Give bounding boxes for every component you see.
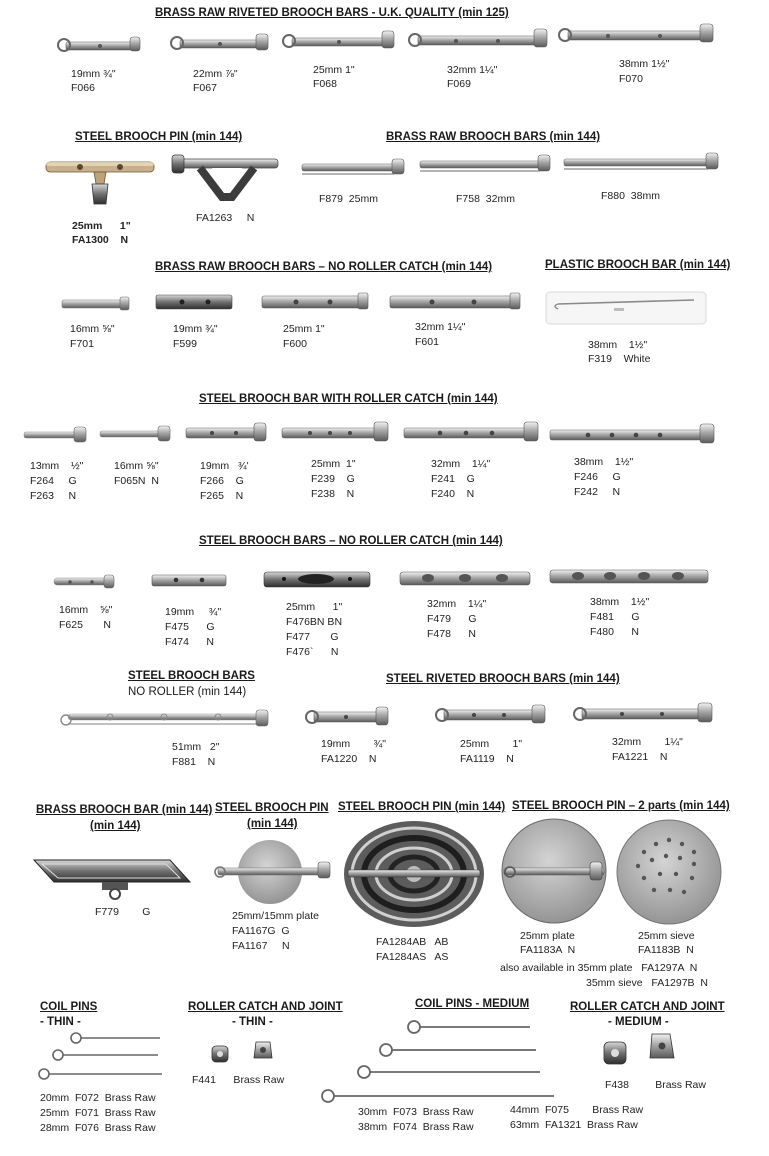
item-size: 38mm 1½" [590,596,650,608]
section-title-roller-medium: ROLLER CATCH AND JOINT [570,1001,725,1013]
brooch-bar-image [154,292,236,314]
item-code-as: FA1284AS AS [376,951,449,963]
item-code: F601 [415,336,439,348]
item-code-n: F242 N [574,486,621,498]
brooch-bar-image [20,424,90,446]
item-code-g: F239 G [311,473,355,485]
item-code: F068 [313,78,337,90]
item-code-g: F477 G [286,631,339,643]
item-size: 19mm ¾" [321,738,386,750]
brooch-bar-image [280,28,398,54]
brooch-bar-image [406,26,550,54]
item-code: F600 [283,338,307,350]
item-size: 13mm ½" [30,460,84,472]
item-size: 16mm ⅝" [114,460,159,472]
item-code: F067 [193,82,217,94]
item-code-n: FA1183A N [520,944,576,956]
item-code-n: FA1119 N [460,753,514,765]
section-title-brass-raw-bars: BRASS RAW BROOCH BARS (min 144) [386,131,601,143]
item-code: F066 [71,82,95,94]
item-code-bn: F476BN BN [286,616,343,628]
item-code-g: F479 G [427,613,477,625]
section-title-steel-roller: STEEL BROOCH BAR WITH ROLLER CATCH (min 144) [199,393,498,405]
brooch-bar-image [184,421,270,445]
brooch-pin-pendant-image [40,156,160,214]
brooch-bar-image [572,700,716,728]
brooch-bar-image [548,422,720,448]
item-code-n: FA1220 N [321,753,377,765]
item-code-n: FA1183B N [638,944,694,956]
item-code-n: F474 N [165,636,215,648]
item-code-n: F881 N [172,756,216,768]
coil-pins-medium-image [318,1018,558,1102]
coil-pin-line: 25mm F071 Brass Raw [40,1107,156,1119]
item-code: F070 [619,73,643,85]
coil-pin-line: 63mm FA1321 Brass Raw [510,1119,638,1131]
item-code-g: F481 G [590,611,640,623]
item-plate-size: 25mm plate [520,930,575,942]
brooch-bar-image [556,22,716,50]
item-code-n: F238 N [311,488,355,500]
brooch-pin-plate-image [498,816,610,926]
item-size: 19mm ¾" [173,323,218,335]
item-size: 19mm ¾' [200,460,249,472]
coil-pin-line: 30mm F073 Brass Raw [358,1106,474,1118]
item-size: 25mm 1" [72,220,131,232]
item-size: 38mm 1½" [574,456,634,468]
item-size: 25mm 1" [283,323,325,335]
item-code-g: F241 G [431,473,475,485]
section-subtitle-thin: - THIN - [232,1016,273,1028]
section-title-coil-pins-thin: COIL PINS [40,1001,98,1013]
brooch-pin-hinged-image [170,153,282,207]
brooch-bar-image [280,420,392,446]
brooch-bar-image [260,291,370,313]
item-code-g: FA1167G G [232,925,290,937]
section-title-brass-no-roller: BRASS RAW BROOCH BARS – NO ROLLER CATCH (min 144) [155,261,493,273]
item-code-g: F779 G [95,906,151,918]
item-size: 32mm 1¼" [431,458,491,470]
item-code-g: F264 G [30,475,77,487]
coil-pins-thin-image [36,1028,166,1086]
sieve-disc-image [614,818,724,926]
brooch-bar-image [296,156,408,180]
brooch-bar-image [56,33,144,57]
brooch-bar-image [558,150,722,176]
item-code: F880 38mm [601,190,660,202]
item-code-g: F246 G [574,471,621,483]
item-size: 51mm 2" [172,741,220,753]
item-code: F319 White [588,353,651,365]
plastic-brooch-bar-image [544,290,708,326]
item-code-n: F240 N [431,488,475,500]
brooch-bar-image [548,564,712,590]
item-code: FA1300 N [72,234,129,246]
section-subtitle-medium: - MEDIUM - [608,1016,669,1028]
section-title-steel-no-roller: STEEL BROOCH BARS – NO ROLLER CATCH (min 144) [199,535,503,547]
item-size: 25mm 1" [286,601,343,613]
section-title-steel-bars: STEEL BROOCH BARS [128,670,255,682]
brass-brooch-bar-image [32,852,192,902]
item-sieve-size: 25mm sieve [638,930,695,942]
item-size: 32mm 1¼" [427,598,487,610]
item-code-n: F476` N [286,646,339,658]
item-code-n: F263 N [30,490,77,502]
item-code: FA1263 N [196,212,255,224]
item-code: F069 [447,78,471,90]
item-code-g: F266 G [200,475,244,487]
item-size: 25mm 1" [313,64,355,76]
coil-pin-line: 44mm F075 Brass Raw [510,1104,644,1116]
brooch-bar-image [402,420,542,446]
item-size: 32mm 1¼" [612,736,683,748]
item-size: 16mm ⅝" [70,323,115,335]
brooch-bar-image [304,704,392,730]
brooch-bar-image [262,568,374,592]
item-code-n: FA1221 N [612,751,668,763]
section-title-brass-brooch-bar: BRASS BROOCH BAR (min 144) [36,804,213,816]
section-title-roller-thin: ROLLER CATCH AND JOINT [188,1001,343,1013]
brooch-bar-image [60,708,272,732]
roller-catch-line: F441 Brass Raw [192,1074,285,1086]
item-code-n: F625 N [59,619,111,631]
section-title-plastic-bar: PLASTIC BROOCH BAR (min 144) [545,259,731,271]
item-code-ab: FA1284AB AB [376,936,449,948]
item-size: 38mm 1½" [619,58,670,70]
item-code-n: FA1167 N [232,940,290,952]
section-subtitle-min: (min 144) [90,820,141,832]
brooch-bar-image [50,572,120,592]
also-available-sieve: 35mm sieve FA1297B N [586,977,708,989]
roller-catch-line: F438 Brass Raw [605,1079,706,1091]
brooch-bar-image [150,570,232,592]
brooch-bar-image [434,702,550,728]
coil-pin-line: 28mm F076 Brass Raw [40,1122,156,1134]
coil-pin-line: 20mm F072 Brass Raw [40,1092,156,1104]
section-title-coil-pins-medium: COIL PINS - MEDIUM [415,998,530,1010]
section-subtitle-min: (min 144) [247,818,298,830]
section-subtitle-thin: - THIN - [40,1016,81,1028]
section-title-steel-pin-filigree: STEEL BROOCH PIN (min 144) [338,801,506,813]
brooch-bar-image [398,566,534,592]
brooch-bar-image [58,294,132,314]
item-code-n: F478 N [427,628,477,640]
section-title-brass-riveted: BRASS RAW RIVETED BROOCH BARS - U.K. QUALITY (min 125) [155,7,509,19]
item-code-n: F480 N [590,626,640,638]
brooch-bar-image [388,291,524,313]
item-code: F599 [173,338,197,350]
roller-catch-medium-image [600,1032,684,1068]
section-title-steel-pin-plate: STEEL BROOCH PIN [215,802,329,814]
item-code-g: F475 G [165,621,215,633]
item-code-n: F265 N [200,490,244,502]
item-code: F758 32mm [456,193,515,205]
brooch-bar-image [414,152,554,178]
item-code: F701 [70,338,94,350]
item-size: 22mm ⅞" [193,68,238,80]
item-code-n: F065N N [114,475,159,487]
item-size: 32mm 1¼" [415,321,466,333]
section-title-steel-brooch-pin: STEEL BROOCH PIN (min 144) [75,131,243,143]
item-size: 16mm ⅝" [59,604,113,616]
item-code: F879 25mm [319,193,378,205]
coil-pin-line: 38mm F074 Brass Raw [358,1121,474,1133]
item-size: 38mm 1½" [588,339,648,351]
section-title-steel-riveted: STEEL RIVETED BROOCH BARS (min 144) [386,673,620,685]
also-available-plate: also available in 35mm plate FA1297A N [500,962,698,974]
brooch-bar-image [96,423,174,445]
item-size: 19mm ¾" [71,68,116,80]
item-size: 25mm 1" [311,458,356,470]
section-title-steel-pin-2-parts: STEEL BROOCH PIN – 2 parts (min 144) [512,800,730,812]
roller-catch-thin-image [208,1036,284,1066]
section-subtitle-no-roller: NO ROLLER (min 144) [128,686,247,698]
item-size: 32mm 1¼" [447,64,498,76]
item-size: 19mm ¾" [165,606,222,618]
item-size: 25mm 1" [460,738,523,750]
brooch-pin-plate-image [214,836,332,906]
item-plate-size: 25mm/15mm plate [232,910,319,922]
filigree-brooch-pin-image [340,818,488,930]
brooch-bar-image [168,30,272,56]
